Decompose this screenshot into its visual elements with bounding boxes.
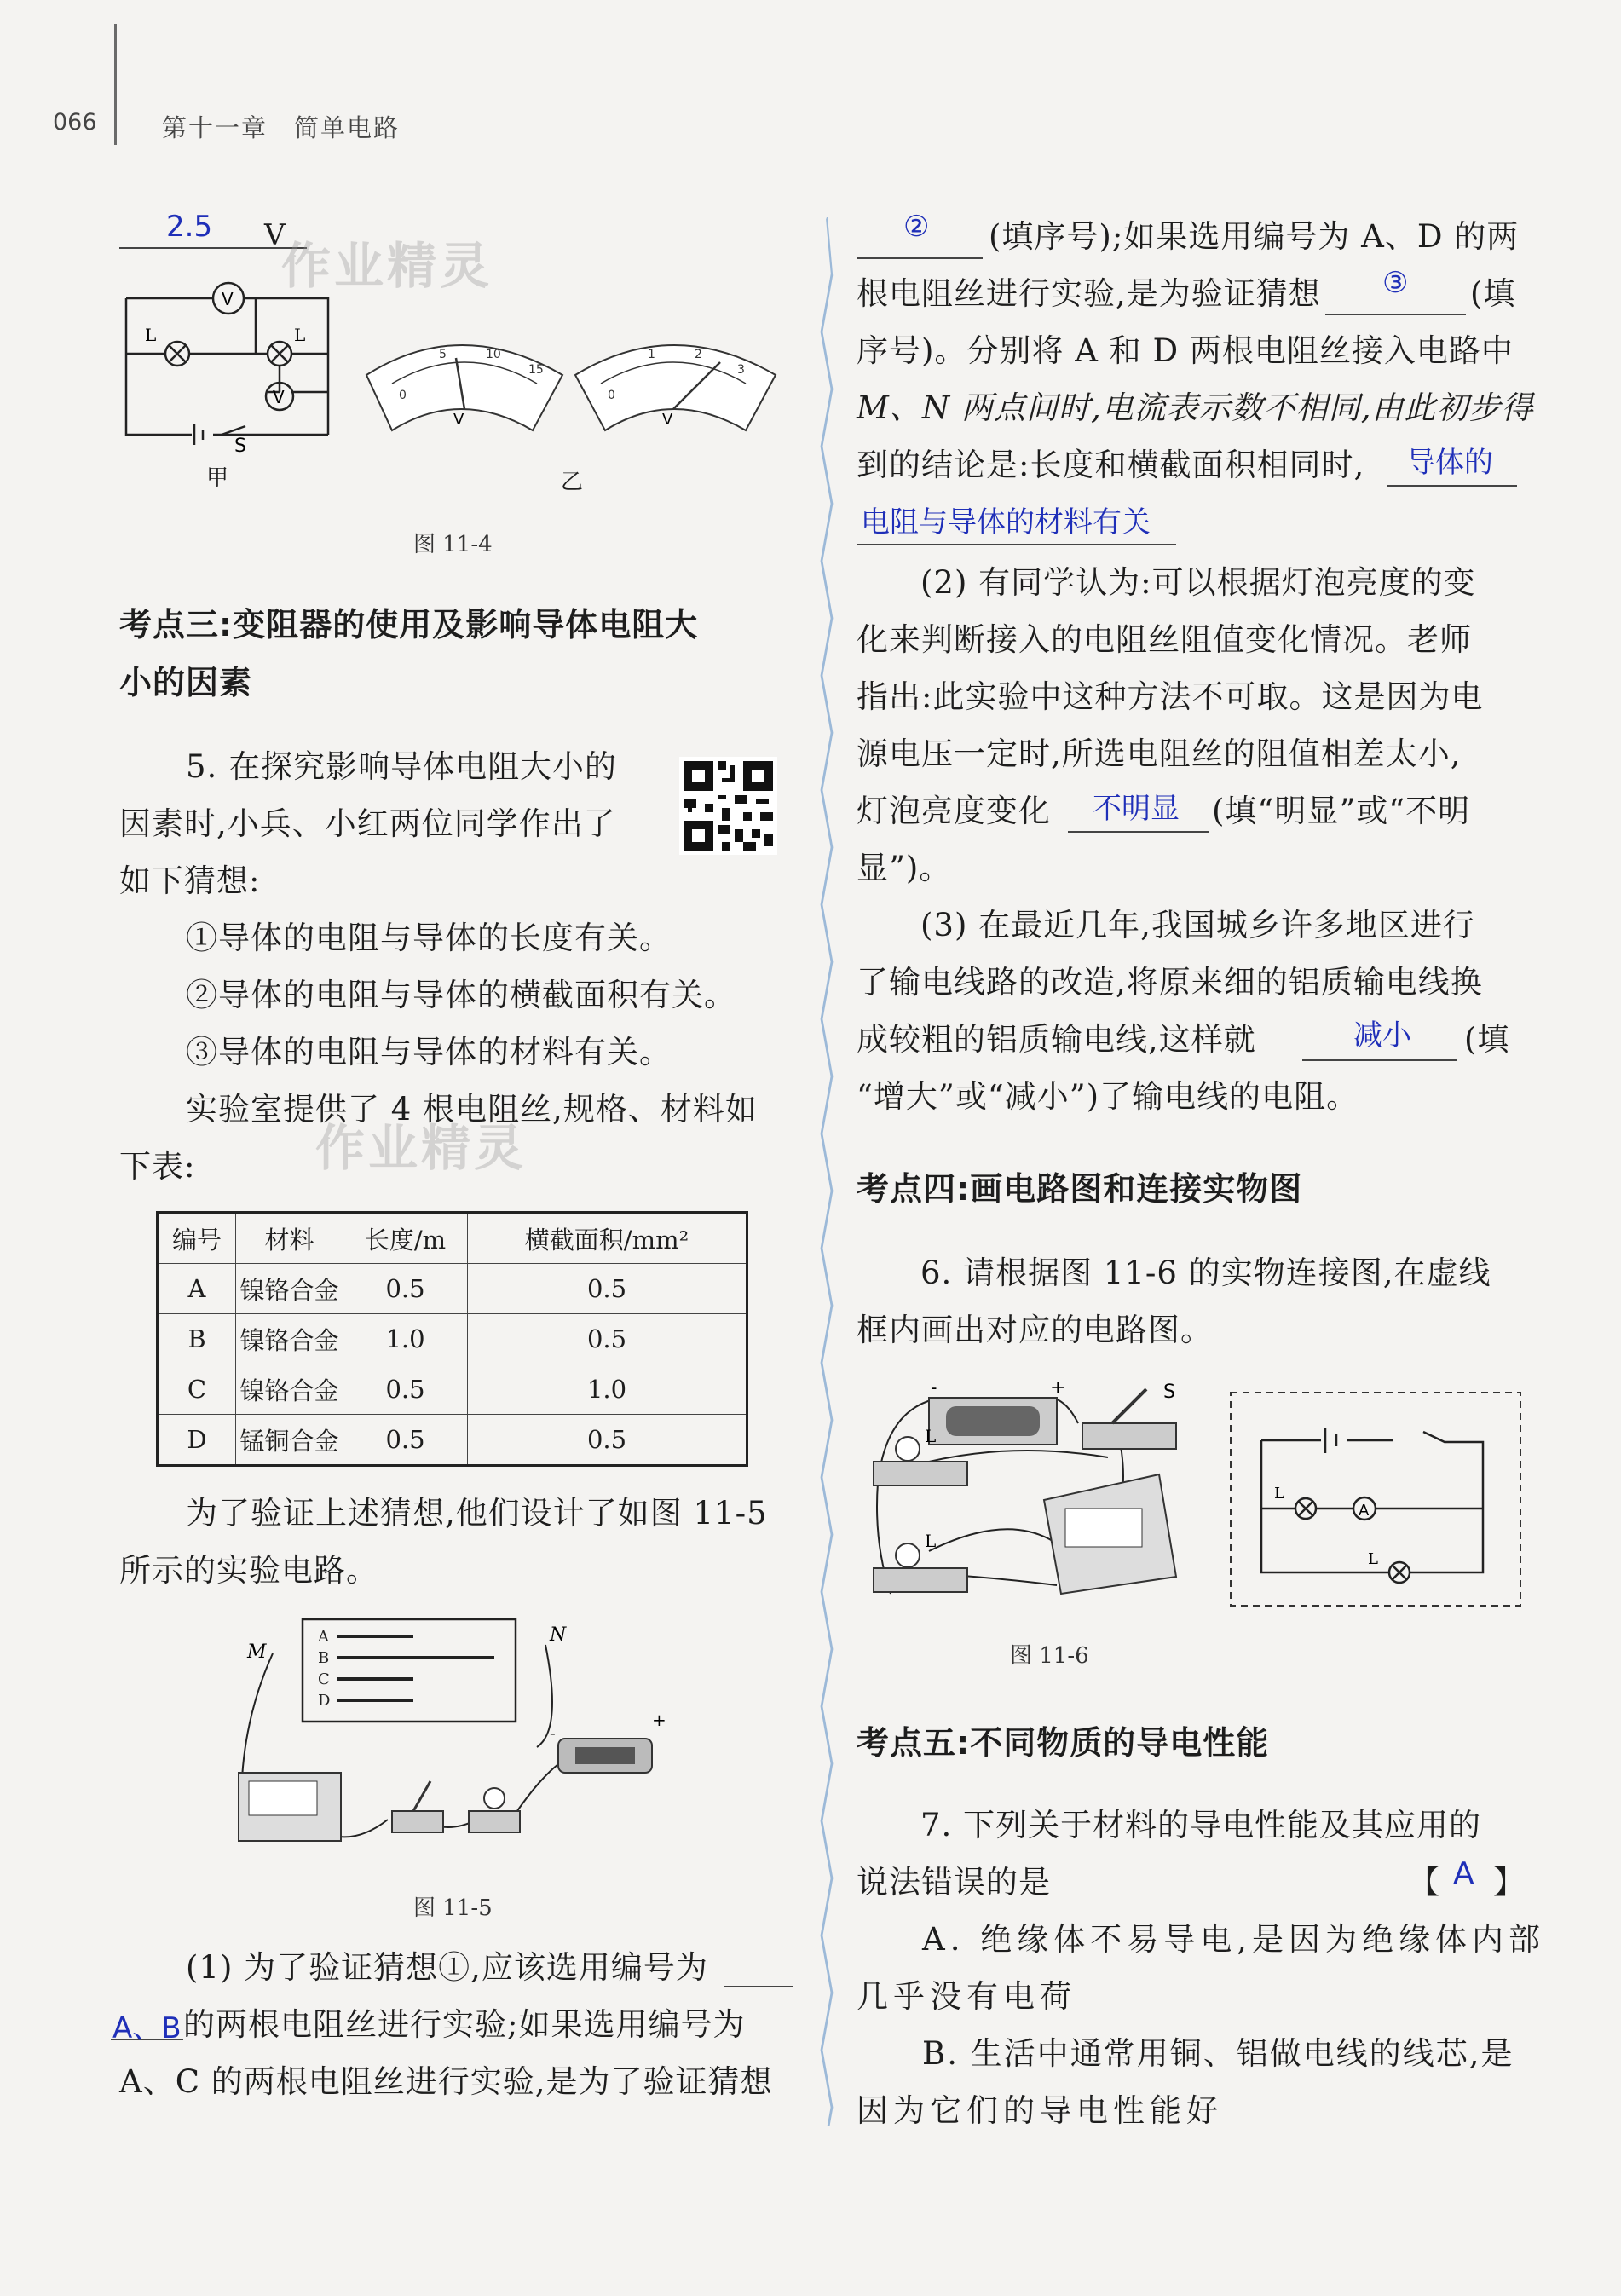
q6-line2: 框内画出对应的电路图。: [857, 1312, 1213, 1348]
answer-1: A、B: [112, 2011, 182, 2045]
svg-text:A: A: [1359, 1502, 1370, 1520]
bracket-left: 【: [1408, 1864, 1440, 1901]
bracket-right: 】: [1493, 1864, 1526, 1901]
svg-text:A: A: [318, 1628, 329, 1646]
p2-line3: 指出:此实验中这种方法不可取。这是因为电: [857, 678, 1484, 715]
section-heading-3-line1: 考点三:变阻器的使用及影响导体电阻大: [119, 606, 699, 643]
circuit-diagram-jia: [119, 273, 341, 494]
table-row: [158, 1364, 747, 1415]
answer-6: 减小: [1353, 1018, 1411, 1053]
p2-line6: 显”)。: [857, 850, 952, 886]
header-rule: [114, 24, 117, 145]
table-row: [158, 1264, 747, 1314]
guess-2: ②导体的电阻与导体的横截面积有关。: [186, 977, 736, 1013]
svg-text:15: 15: [528, 363, 544, 377]
p1-line1: (1) 为了验证猜想①,应该选用编号为: [186, 1949, 708, 1986]
physical-circuit-fig-11-6: [861, 1372, 1202, 1628]
guess-1: ①导体的电阻与导体的长度有关。: [186, 920, 672, 956]
svg-text:5: 5: [439, 348, 447, 361]
svg-text:-: -: [550, 1722, 556, 1743]
p1-line4: (填序号);如果选用编号为 A、D 的两: [989, 218, 1520, 255]
q6-line1: 6. 请根据图 11-6 的实物连接图,在虚线: [920, 1255, 1491, 1291]
svg-text:-: -: [931, 1377, 937, 1399]
label-yi: 乙: [561, 470, 584, 495]
svg-text:L: L: [294, 325, 306, 345]
svg-text:V: V: [662, 411, 673, 429]
table-cell: C: [158, 1364, 236, 1415]
svg-text:1: 1: [648, 348, 655, 361]
page-number: 066: [53, 109, 97, 136]
label-jia: 甲: [206, 465, 229, 491]
svg-text:10: 10: [486, 348, 501, 361]
lab-text-line1: 实验室提供了 4 根电阻丝,规格、材料如: [186, 1091, 758, 1128]
svg-text:L: L: [925, 1531, 937, 1551]
answer-2: ②: [903, 210, 930, 244]
svg-text:2: 2: [695, 348, 702, 361]
table-header: 横截面积/mm²: [468, 1213, 747, 1264]
p2-line5b: (填“明显”或“不明: [1212, 793, 1471, 829]
q5-intro-line2: 因素时,小兵、小红两位同学作出了: [119, 805, 616, 842]
svg-text:N: N: [550, 1624, 567, 1646]
table-cell: A: [158, 1264, 236, 1314]
table-cell: 0.5: [468, 1415, 747, 1466]
p2-line1: (2) 有同学认为:可以根据灯泡亮度的变: [920, 564, 1476, 601]
table-cell: 1.0: [343, 1314, 468, 1364]
design-line1: 为了验证上述猜想,他们设计了如图 11-5: [186, 1495, 768, 1532]
svg-text:L: L: [1368, 1550, 1378, 1568]
svg-text:C: C: [318, 1670, 330, 1688]
table-header-row: [158, 1213, 747, 1264]
svg-text:M: M: [247, 1641, 267, 1663]
q5-intro-line1: 5. 在探究影响导体电阻大小的: [186, 748, 618, 785]
table-header: 材料: [236, 1213, 343, 1264]
q5-intro-line3: 如下猜想:: [119, 862, 261, 899]
answer-circuit-diagram: [1227, 1389, 1526, 1611]
q7-option-b-line1: B. 生活中通常用铜、铝做电线的线芯,是: [922, 2035, 1514, 2072]
q7-option-a-line1: A. 绝缘体不易导电,是因为绝缘体内部: [922, 1921, 1546, 1958]
table-cell: 0.5: [468, 1314, 747, 1364]
table-row: [158, 1314, 747, 1364]
voltage-unit: V: [264, 218, 286, 252]
p1-line3: A、C 的两根电阻丝进行实验,是为了验证猜想: [119, 2063, 773, 2100]
chapter-title: 第十一章 简单电路: [162, 113, 401, 142]
table-cell: 镍铬合金: [236, 1364, 343, 1415]
svg-text:0: 0: [608, 389, 615, 402]
p2-line5a: 灯泡亮度变化: [857, 793, 1051, 829]
svg-text:L: L: [925, 1426, 937, 1446]
voltmeter-dials-yi: [358, 324, 801, 443]
svg-text:+: +: [652, 1710, 666, 1730]
q7-line1: 7. 下列关于材料的导电性能及其应用的: [920, 1807, 1482, 1843]
column-divider: [818, 217, 835, 2126]
table-cell: 0.5: [468, 1264, 747, 1314]
table-cell: 0.5: [343, 1364, 468, 1415]
answer-voltage: 2.5: [166, 210, 213, 244]
svg-text:V: V: [453, 411, 464, 429]
svg-text:V: V: [222, 289, 234, 309]
answer-5: 不明显: [1093, 792, 1180, 826]
table-cell: 镍铬合金: [236, 1314, 343, 1364]
svg-text:S: S: [1163, 1382, 1175, 1403]
table-cell: 锰铜合金: [236, 1415, 343, 1466]
svg-text:+: +: [1050, 1377, 1066, 1399]
resistance-wire-table: [156, 1211, 748, 1467]
p3-line3b: (填: [1464, 1021, 1510, 1058]
q7-line2: 说法错误的是: [857, 1864, 1051, 1901]
p2-line2: 化来判断接入的电阻丝阻值变化情况。老师: [857, 621, 1472, 658]
watermark-2: 作业精灵: [315, 1119, 528, 1177]
q7-answer: A: [1453, 1856, 1474, 1891]
svg-text:D: D: [318, 1692, 331, 1710]
section-heading-4: 考点四:画电路图和连接实物图: [857, 1170, 1303, 1208]
answer-4b: 电阻与导体的材料有关: [861, 505, 1151, 539]
qr-code: [679, 757, 777, 855]
svg-text:L: L: [145, 325, 157, 345]
table-cell: 0.5: [343, 1415, 468, 1466]
table-header: 长度/m: [343, 1213, 468, 1264]
p3-line1: (3) 在最近几年,我国城乡许多地区进行: [920, 907, 1475, 943]
table-row: [158, 1415, 747, 1466]
table-header: 编号: [158, 1213, 236, 1264]
answer-blank-1-end: [724, 1952, 793, 1987]
svg-text:3: 3: [737, 363, 745, 377]
table-cell: B: [158, 1314, 236, 1364]
p2-line4: 源电压一定时,所选电阻丝的阻值相差太小,: [857, 736, 1462, 772]
table-cell: 0.5: [343, 1264, 468, 1314]
section-heading-3-line2: 小的因素: [119, 664, 253, 701]
table-cell: 镍铬合金: [236, 1264, 343, 1314]
watermark: 作业精灵: [281, 237, 493, 295]
figure-caption-11-6: 图 11-6: [1010, 1643, 1089, 1669]
p1-line5b: (填: [1470, 275, 1516, 312]
q7-option-a-line2: 几乎没有电荷: [857, 1978, 1076, 2015]
answer-4a: 导体的: [1406, 446, 1493, 480]
section-heading-5: 考点五:不同物质的导电性能: [857, 1724, 1270, 1762]
p3-line2: 了输电线路的改造,将原来细的铝质输电线换: [857, 964, 1483, 1001]
figure-caption-11-4: 图 11-4: [413, 532, 493, 557]
table-cell: 1.0: [468, 1364, 747, 1415]
p3-line4: “增大”或“减小”)了输电线的电阻。: [857, 1078, 1359, 1115]
table-cell: D: [158, 1415, 236, 1466]
design-line2: 所示的实验电路。: [119, 1552, 378, 1589]
lab-text-line2: 下表:: [119, 1148, 196, 1185]
svg-text:V: V: [273, 387, 285, 407]
svg-text:L: L: [1274, 1485, 1284, 1503]
p1-line8: 到的结论是:长度和横截面积相同时,: [857, 447, 1365, 483]
p1-line6: 序号)。分别将 A 和 D 两根电阻丝接入电路中: [857, 332, 1514, 369]
svg-text:B: B: [318, 1649, 330, 1667]
answer-3: ③: [1382, 266, 1409, 300]
figure-caption-11-5: 图 11-5: [413, 1895, 493, 1921]
p1-line7: M、N 两点间时,电流表示数不相同,由此初步得: [857, 389, 1534, 426]
svg-text:0: 0: [399, 389, 407, 402]
experiment-circuit-fig-11-5: [230, 1611, 707, 1858]
svg-text:S: S: [234, 436, 246, 457]
guess-3: ③导体的电阻与导体的材料有关。: [186, 1034, 672, 1070]
p1-line5a: 根电阻丝进行实验,是为验证猜想: [857, 275, 1321, 312]
p1-line2: 的两根电阻丝进行实验;如果选用编号为: [183, 2006, 746, 2043]
p3-line3a: 成较粗的铝质输电线,这样就: [857, 1021, 1256, 1058]
q7-option-b-line2: 因为它们的导电性能好: [857, 2092, 1223, 2129]
